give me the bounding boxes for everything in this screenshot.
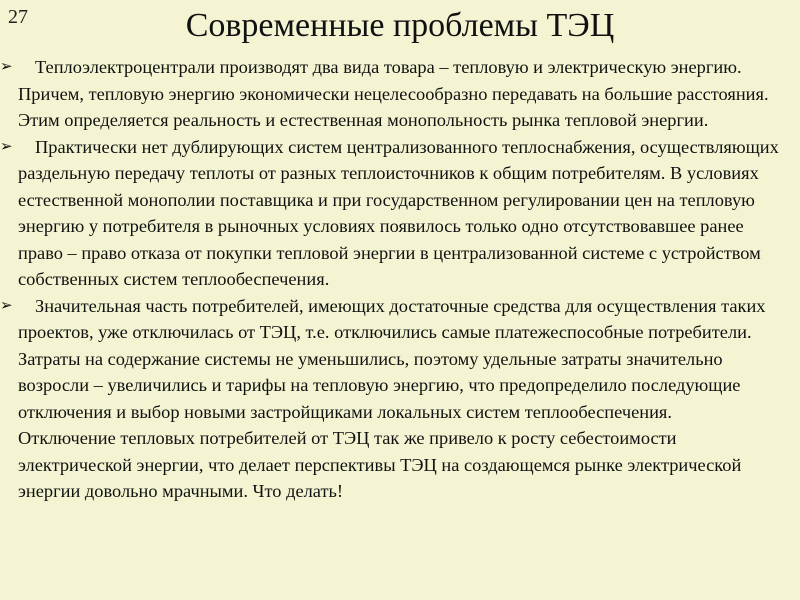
bullet-paragraph-3: [0, 293, 788, 426]
closing-paragraph: [18, 425, 788, 505]
paragraph-text-4: Отключение тепловых потребителей от ТЭЦ так же привело к росту себестоимости электрической энергии, что делает перспективы ТЭЦ на создающемся рынке электрической энергии довольно мрачными. Что делать!: [18, 428, 742, 501]
bullet-paragraph-2: [0, 134, 788, 293]
paragraph-text-2: Практически нет дублирующих систем централизованного теплоснабжения, осуществляющих раздельную передачу теплоты от разных теплоисточников к общим потребителям. В условиях естественной монополии поставщика и при государственном регулировании цен на тепловую энергию у потребителя в рыночных условиях появилось только одно отсутствовавшее ранее право – право отказа от покупки тепловой энергии в централизованной системе с устройством собственных систем теплообеспечения.: [18, 136, 779, 289]
arrow-bullet-icon: ➢: [0, 297, 13, 314]
paragraph-text-1: Теплоэлектроцентрали производят два вида товара – тепловую и электрическую энергию. Причем, тепловую энергию экономически нецелесообразно передавать на большие расстояния. Этим определяется реальность и естественная монопольность рынка тепловой энергии.: [18, 57, 769, 130]
arrow-bullet-icon: ➢: [0, 138, 13, 155]
bullet-paragraph-1: [0, 54, 788, 134]
arrow-bullet-icon: ➢: [0, 59, 13, 75]
paragraph-text-3: Значительная часть потребителей, имеющих достаточные средства для осуществления таких проектов, уже отключилась от ТЭЦ, т.е. отключились самые платежеспособные потребители. Затраты на содержание системы не уменьшились, поэтому удельные затраты значительно возросли – увеличились и тарифы на тепловую энергию, что предопределило последующие отключения и выбор новыми застройщиками локальных систем теплообеспечения.: [18, 295, 766, 422]
slide-title: Современные проблемы ТЭЦ: [185, 7, 615, 44]
slide-body: [0, 54, 788, 505]
slide-number: 27: [8, 6, 28, 28]
